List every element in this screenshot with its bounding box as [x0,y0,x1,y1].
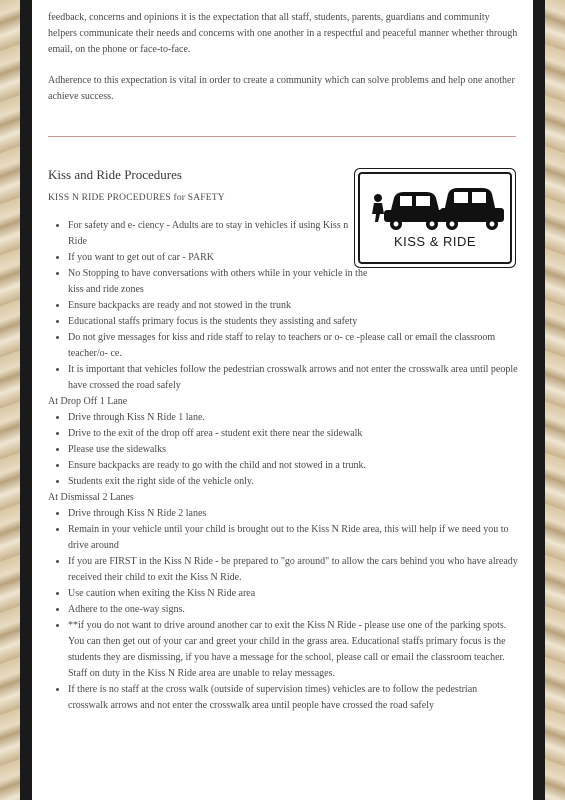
list-item: • Students exit the right side of the vehicle only. [68,474,518,490]
list-item: • Adhere to the one-way signs. [68,602,518,618]
sign-label: KISS & RIDE [393,234,477,249]
section-subtitle: KISS N RIDE PROCEDURES for SAFETY [48,193,225,203]
list-item: • Remain in your vehicle until your child is brought out to the Kiss N Ride area, this will help if we need you to drive around [68,522,518,554]
list-item: • **if you do not want to drive around another car to exit the Kiss N Ride - please use one of the parking spots. You can then get out of your car and greet your child in the grass area. Educational staffs primary focus is the students they are dismissing, if you have a message for the school, please call or email the classroom teacher. Staff on duty in the Kiss N Ride area are unable to relay messages. [68,618,518,682]
list-item: • If you are FIRST in the Kiss N Ride - be prepared to "go around" to allow the cars behind you who have already received their child to exit the Kiss N Ride. [68,554,518,586]
dropoff-list [48,410,518,490]
background-left [0,0,20,800]
safety-list [48,218,518,298]
list-item: • It is important that vehicles follow the pedestrian crosswalk arrows and not enter the crosswalk area until people have crossed the road safely [68,362,518,394]
list-item: • Please use the sidewalks [68,442,518,458]
dismissal-list [48,506,518,714]
safety-list-continued [48,298,518,394]
list-item: • For safety and e- ciency - Adults are to stay in vehicles if using Kiss n Ride [68,218,518,250]
list-item: • Drive through Kiss N Ride 1 lane. [68,410,518,426]
content-page [32,0,533,800]
kiss-and-ride-section [48,166,518,714]
divider [48,136,516,137]
list-item: • No Stopping to have conversations with others while in your vehicle in the kiss and ride zones [68,266,518,298]
border-left [20,0,32,800]
dismissal-label: At Dismissal 2 Lanes [48,492,134,503]
list-item: • Use caution when exiting the Kiss N Ride area [68,586,518,602]
list-item: • Do not give messages for kiss and ride staff to relay to teachers or o- ce -please call or email the classroom teacher/o- ce. [68,330,518,362]
list-item: • Drive through Kiss N Ride 2 lanes [68,506,518,522]
section-title: Kiss and Ride Procedures [48,167,182,182]
intro-block [48,10,518,105]
intro-paragraph: feedback, concerns and opinions it is the expectation that all staff, students, parents, guardians and community helpers communicate their needs and concerns with one another in a respectful and peaceful manner whether through email, on the phone or face-to-face. [48,12,518,55]
list-item: • Ensure backpacks are ready to go with the child and not stowed in a trunk. [68,458,518,474]
list-item: • Ensure backpacks are ready and not stowed in the trunk [68,298,518,314]
background-right [545,0,565,800]
list-item: • Drive to the exit of the drop off area - student exit there near the sidewalk [68,426,518,442]
list-item: • Educational staffs primary focus is the students they assisting and safety [68,314,518,330]
border-right [533,0,545,800]
list-item: • If there is no staff at the cross walk (outside of supervision times) vehicles are to follow the pedestrian crosswalk arrows and not enter the crosswalk area until people have crossed the road safely [68,682,518,714]
dropoff-label: At Drop Off 1 Lane [48,396,128,407]
intro-paragraph-2: Adherence to this expectation is vital in order to create a community which can solve problems and help one another achieve success. [48,75,515,102]
list-item: • If you want to get out of car - PARK [68,250,518,266]
